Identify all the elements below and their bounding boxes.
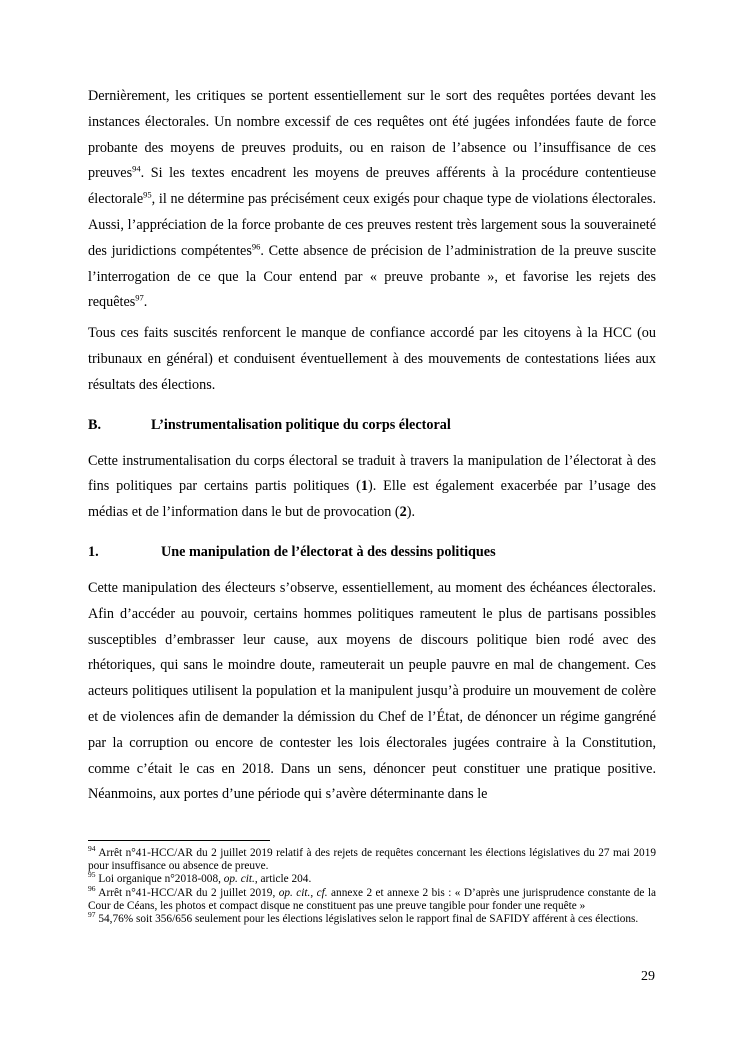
footnote-number: 94 [88,844,96,854]
paragraph-1 [88,84,656,316]
section-title: L’instrumentalisation politique du corps électoral [151,416,451,433]
footnote-ref-97[interactable]: 97 [135,292,144,303]
footnote-text: , article 204. [254,873,312,886]
footnote-ref-94[interactable]: 94 [132,163,141,174]
footnote-text: annexe 2 et annexe 2 bis : « D’après une jurisprudence constante de la Cour de Céans, les photos et compact disque ne constituent pas une preuve tangible pour fonder une requête » [88,886,656,912]
text-run: Dernièrement, les critiques se portent essentiellement sur le sort des requêtes portées devant les instances électorales. Un nombre excessif de ces requêtes ont été jugées infondées faute de force probante des moyens de preuves produits, ou en raison de l’absence ou l’insuffisance de ces preuves [88,88,656,182]
text-run: . Si les textes encadrent les moyens de preuves afférents à la procédure contentieuse électorale [88,165,656,208]
section-title: Une manipulation de l’électorat à des dessins politiques [161,543,496,560]
footnote-text: Arrêt n°41-HCC/AR du 2 juillet 2019, [95,886,279,899]
text-run: ). Elle est également exacerbée par l’usage des médias et de l’information dans le but de provocation ( [88,478,656,521]
paragraph-2: Tous ces faits suscités renforcent le manque de confiance accordé par les citoyens à la HCC (ou tribunaux en général) et conduisent éventuellement à des mouvements de contestations liées aux résultats des élections. [88,325,656,393]
footnote-number: 96 [88,883,96,893]
footnote-97 [88,910,656,926]
footnote-96 [88,883,656,913]
text-run: ). [406,504,416,521]
page-body [88,84,656,808]
section-heading-1 [88,542,656,562]
page-number: 29 [641,969,655,984]
footnote-95 [88,870,656,886]
section-number: 1. [88,543,99,560]
bold-ref: 1 [360,478,369,495]
footnotes [88,844,656,926]
footnote-text: , [310,886,317,899]
footnote-separator [88,840,270,841]
paragraph-4: Cette manipulation des électeurs s’observe, essentiellement, au moment des échéances électorales. Afin d’accéder au pouvoir, certains hommes politiques rameutent le plus de partisans possibles susceptibles d’embrasser leur cause, aux moyens de discours politique bien rodé avec des rhétoriques, qui sans le moindre doute, rameuterait un peuple pauvre en mal de changement. Ces acteurs politiques utilisent la population et la manipulent jusqu’à produire un mouvement de colère et de violences afin de demander la démission du Chef de l’État, de dénoncer un régime gangréné par la corruption ou encore de contester les lois électorales jugées contraire à la Constitution, comme c’était le cas en 2018. Dans un sens, dénoncer peut constituer une pratique positive. Néanmoins, aux portes d’une période qui s’avère déterminante dans le [88,579,656,803]
footnote-number: 97 [88,910,96,920]
footnote-italic: cf. [316,886,328,899]
footnote-text: 54,76% soit 356/656 seulement pour les élections législatives selon le rapport final de SAFIDY afférent à ces élections. [95,913,639,926]
paragraph-3 [88,449,656,526]
footnote-italic: op. cit. [278,886,311,899]
footnote-ref-96[interactable]: 96 [251,241,261,252]
text-run: , il ne détermine pas précisément ceux exigés pour chaque type de violations électorales. Aussi, l’appréciation de la force probante de ces preuves restent très largement sous la souveraineté des juridictions compétentes [88,191,656,259]
section-heading-b [88,415,656,435]
bold-ref: 2 [399,504,407,521]
text-run: . Cette absence de précision de l’administration de la preuve suscite l’interrogation de ce que la Cour entend par « preuve probante », et favorise les rejets des requêtes [88,242,657,311]
footnote-italic: op. cit. [223,873,255,886]
footnote-number: 95 [88,870,96,880]
footnote-ref-95[interactable]: 95 [143,189,152,200]
text-run: Cette instrumentalisation du corps électoral se traduit à travers la manipulation de l’électorat à des fins politiques par certains partis politiques ( [88,452,656,495]
text-run: . [143,294,148,311]
footnote-text: Arrêt n°41-HCC/AR du 2 juillet 2019 relatif à des rejets de requêtes concernant les élections législatives du 27 mai 2019 pour insuffisance ou absence de preuve. [88,847,656,873]
footnote-text: Loi organique n°2018-008, [95,873,224,886]
section-number: B. [88,416,102,433]
footnote-94 [88,844,656,873]
